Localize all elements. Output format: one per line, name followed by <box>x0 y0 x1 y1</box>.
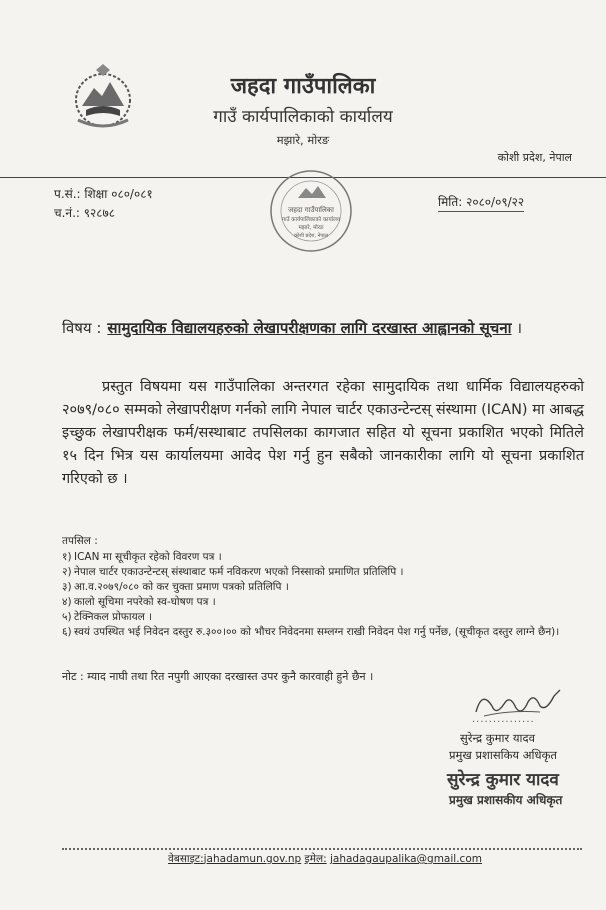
list-item <box>62 565 592 580</box>
item-number: ६) <box>62 626 72 638</box>
subject-text: सामुदायिक विद्यालयहरुको लेखापरीक्षणका लागि दरखास्त आह्वानको सूचना <box>107 319 512 337</box>
subject-line <box>62 318 522 338</box>
footer-contact <box>168 852 482 866</box>
subject-end: । <box>516 319 523 337</box>
subject-label: विषय : <box>62 319 102 337</box>
province: कोशी प्रदेश, नेपाल <box>497 151 572 164</box>
list-item <box>62 550 592 565</box>
reference-block <box>54 185 153 223</box>
details-list <box>62 534 592 640</box>
item-text: ICAN मा सूचीकृत रहेको विवरण पत्र । <box>74 551 222 563</box>
item-text: टेक्निकल प्रोफायल । <box>74 611 153 623</box>
item-number: ४) <box>62 596 72 608</box>
signatory-name: सुरेन्द्र कुमार यादव <box>460 731 535 745</box>
list-item <box>62 595 592 610</box>
stamp-line3: मझारे, मोरङ <box>298 225 324 231</box>
item-text: नेपाल चार्टर एकाउन्टेन्टस् संस्थाबाट फर्म नविकरण भएको निस्साको प्रमाणित प्रतिलिपि । <box>74 566 404 578</box>
signatory-designation: प्रमुख प्रशासकिय अधिकृत <box>449 748 557 762</box>
footer-divider <box>62 848 582 850</box>
office-stamp-icon <box>268 168 354 254</box>
list-item <box>62 625 592 640</box>
stamp-line2: गाउँ कार्यपालिकाको कार्यालय <box>281 217 341 223</box>
stamp-line1: जहदा गाउँपालिका <box>288 206 334 214</box>
list-item <box>62 610 592 625</box>
notice-date: मिति: २०८०/०९/२२ <box>438 193 524 212</box>
item-number: १) <box>62 551 72 563</box>
list-item <box>62 580 592 595</box>
note-text: नोट : म्याद नाघी तथा रित नपुगी आएका दरखास्त उपर कुनै कारवाही हुने छैन । <box>62 670 374 683</box>
item-text: कालो सूचिमा नपरेको स्व-घोषण पत्र । <box>74 596 216 608</box>
item-number: ३) <box>62 581 72 593</box>
chalani-number: च.नं.: ९२८७८ <box>54 206 115 220</box>
designation-stamp: प्रमुख प्रशासकीय अधिकृत <box>449 793 563 807</box>
item-text: स्वयं उपस्थित भई निवेदन दस्तुर रु.३००।०० को भौचर निवेदनमा सम्लग्न राखी निवेदन पेश गर्नु पर्नेछ, (सूचीकृत दस्तुर लाग्ने छैन)। <box>74 626 560 638</box>
notice-body: प्रस्तुत विषयमा यस गाउँपालिका अन्तरगत रहेका सामुदायिक तथा धार्मिक विद्यालयहरुको २०७९/०८० सम्मको लेखापरीक्षण गर्नको लागि नेपाल चार्टर एकाउन्टेन्टस् संस्थामा (ICAN) मा आबद्ध इच्छुक लेखापरीक्षक फर्म/सस्थाबाट तपसिलका कागजात सहित यो सूचना प्रकाशित भएको मितिले १५ दिन भित्र यस कार्यालयमा आवेद पेश गर्नु हुन सबैको जानकारीका लागि यो सूचना प्रकाशित गरिएको छ । <box>62 379 584 487</box>
office-address: मझारे, मोरङ <box>276 133 330 147</box>
email-link[interactable]: jahadagaupalika@gmail.com <box>329 853 482 865</box>
website-label: वेबसाइट: <box>168 853 204 865</box>
signature-dots: ............... <box>472 714 535 725</box>
name-stamp: सुरेन्द्र कुमार यादव <box>447 770 559 790</box>
office-name: गाउँ कार्यपालिकाको कार्यालय <box>213 107 393 127</box>
email-label: इमेल: <box>304 853 327 865</box>
stamp-line4: कोशी प्रदेश, नेपाल <box>294 233 328 239</box>
patra-sankhya: प.सं.: शिक्षा ०८०/०८१ <box>54 187 153 201</box>
org-name: जहदा गाउँपालिका <box>230 74 376 99</box>
item-number: ५) <box>62 611 72 623</box>
item-number: २) <box>62 566 72 578</box>
website-link[interactable]: jahadamun.gov.np <box>203 853 302 865</box>
item-text: आ.व.२०७९/०८० को कर चुक्ता प्रमाण पत्रको प्रतिलिपि । <box>74 581 289 593</box>
details-heading: तपसिल : <box>62 535 98 547</box>
